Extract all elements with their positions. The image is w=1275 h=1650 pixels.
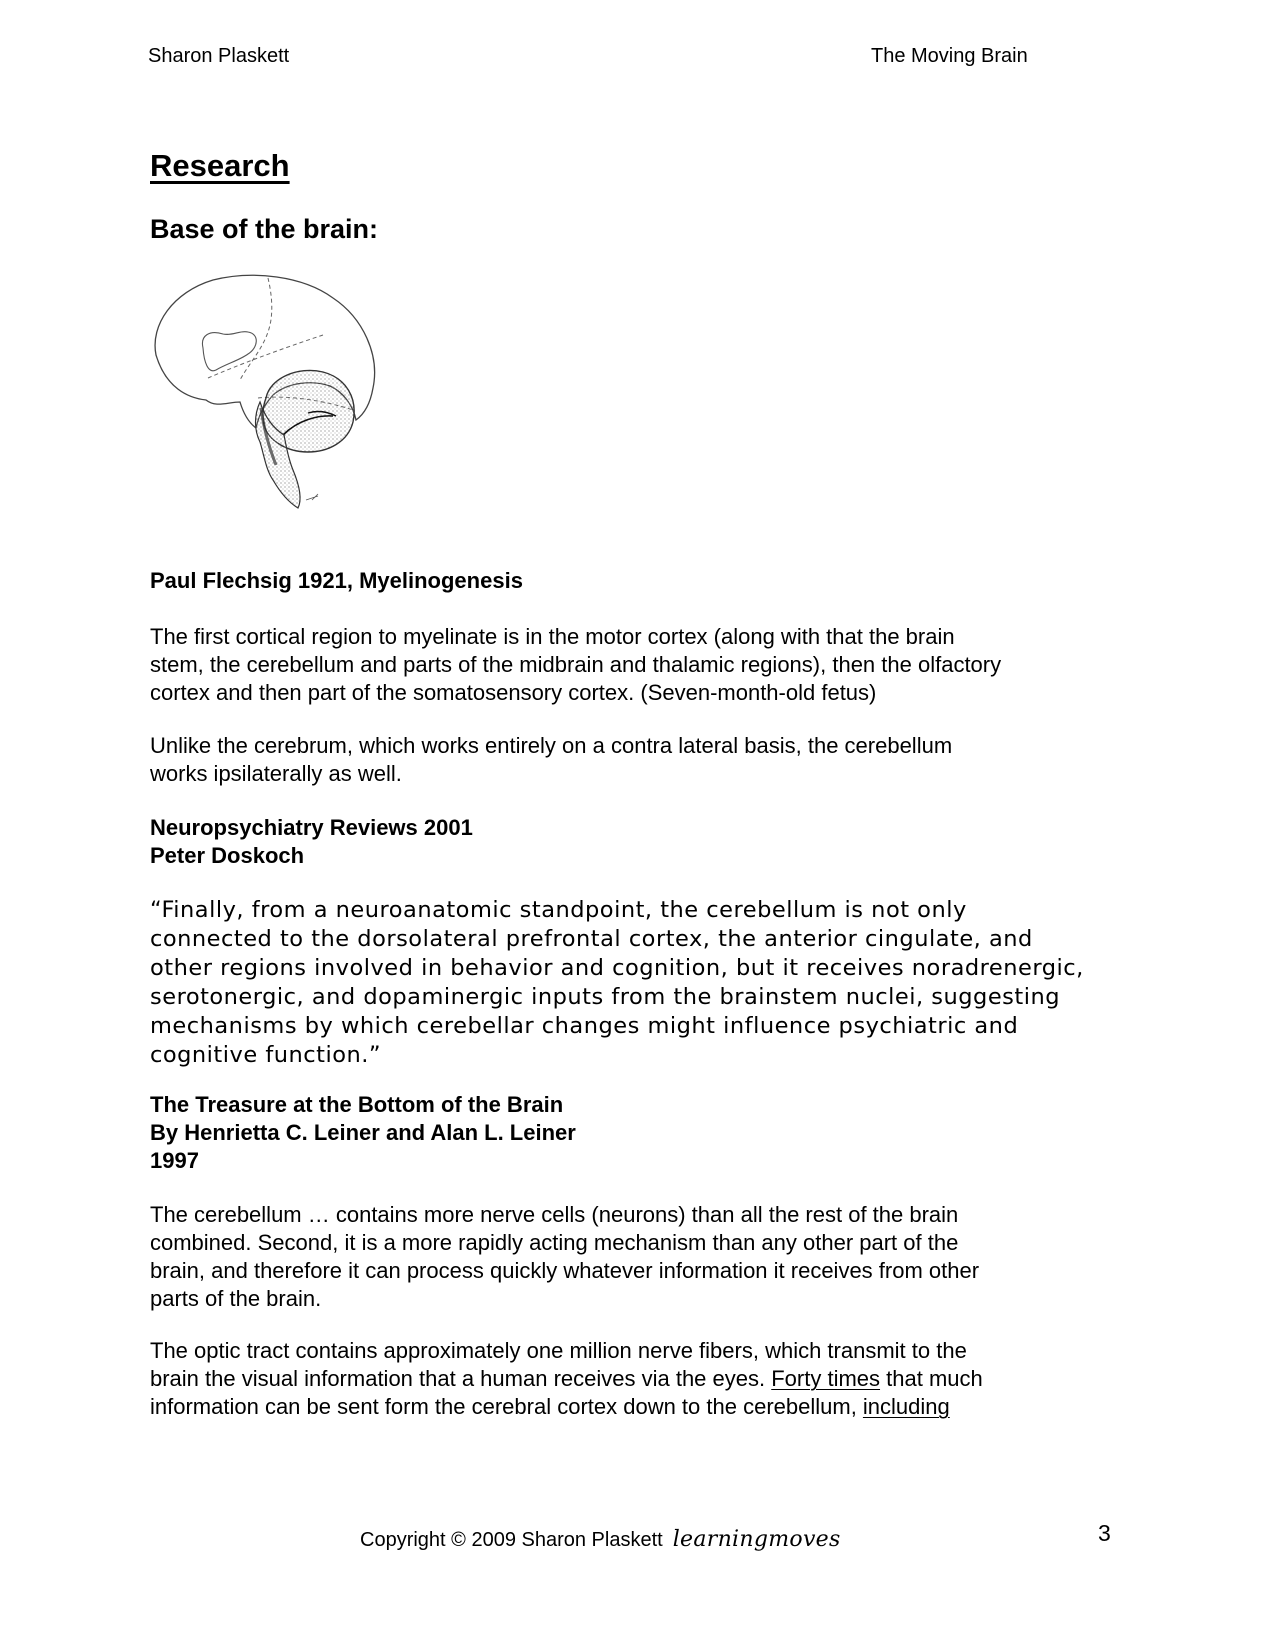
paragraph-ipsilateral [150, 732, 1150, 788]
paragraph-optic-tract [150, 1337, 1150, 1421]
section-subtitle: Base of the brain: [150, 214, 379, 244]
header-doc-title: The Moving Brain [871, 45, 1028, 67]
text-span: that much [880, 1366, 983, 1391]
text-line: The cerebellum … contains more nerve cells (neurons) than all the rest of the brain [150, 1202, 959, 1227]
brain-cerebellum-illustration-icon [148, 270, 388, 530]
text-line: The optic tract contains approximately one million nerve fibers, which transmit to the [150, 1338, 967, 1363]
brain-illustration [148, 270, 388, 530]
header-author: Sharon Plaskett [148, 45, 290, 67]
quote-line: “Finally, from a neuroanatomic standpoint, the cerebellum is not only [150, 897, 967, 923]
text-line: Unlike the cerebrum, which works entirely on a contra lateral basis, the cerebellum [150, 733, 953, 758]
quote-line: other regions involved in behavior and cognition, but it receives noradrenergic, [150, 955, 1084, 981]
text-line: cortex and then part of the somatosensory cortex. (Seven-month-old fetus) [150, 680, 877, 705]
brand-logo: learningmoves [672, 1527, 841, 1552]
page-title: Research [150, 148, 290, 183]
heading-line: By Henrietta C. Leiner and Alan L. Leiner [150, 1120, 576, 1145]
text-line: combined. Second, it is a more rapidly acting mechanism than any other part of the [150, 1230, 959, 1255]
text-span: brain the visual information that a human receives via the eyes. [150, 1366, 772, 1391]
text-line: parts of the brain. [150, 1286, 322, 1311]
quote-line: cognitive function.” [150, 1042, 382, 1068]
text-line [150, 1365, 1150, 1393]
text-line [150, 1393, 1150, 1421]
text-line: stem, the cerebellum and parts of the midbrain and thalamic regions), then the olfactory [150, 652, 1002, 677]
quote-block [150, 896, 1150, 1070]
section-heading-treasure [150, 1091, 1150, 1175]
section-heading-flechsig: Paul Flechsig 1921, Myelinogenesis [150, 568, 523, 593]
heading-line: Peter Doskoch [150, 843, 305, 868]
quote-line: connected to the dorsolateral prefrontal cortex, the anterior cingulate, and [150, 926, 1033, 952]
underlined-text: including [862, 1394, 950, 1419]
quote-line: serotonergic, and dopaminergic inputs from the brainstem nuclei, suggesting [150, 984, 1061, 1010]
page-number: 3 [1098, 1520, 1111, 1546]
heading-line: 1997 [150, 1148, 199, 1173]
heading-line: Neuropsychiatry Reviews 2001 [150, 815, 473, 840]
text-span: information can be sent form the cerebral cortex down to the cerebellum, [150, 1394, 863, 1419]
underlined-text: Forty times [771, 1366, 881, 1391]
paragraph-neurons [150, 1201, 1150, 1313]
quote-line: mechanisms by which cerebellar changes might influence psychiatric and [150, 1013, 1019, 1039]
text-line: The first cortical region to myelinate is in the motor cortex (along with that the brain [150, 624, 955, 649]
copyright-text: Copyright © 2009 Sharon Plaskett [360, 1529, 663, 1551]
heading-line: The Treasure at the Bottom of the Brain [150, 1092, 564, 1117]
footer [360, 1527, 841, 1552]
paragraph-myelination [150, 623, 1150, 707]
section-heading-neuropsychiatry [150, 814, 1150, 870]
text-line: works ipsilaterally as well. [150, 761, 402, 786]
text-line: brain, and therefore it can process quickly whatever information it receives from other [150, 1258, 980, 1283]
